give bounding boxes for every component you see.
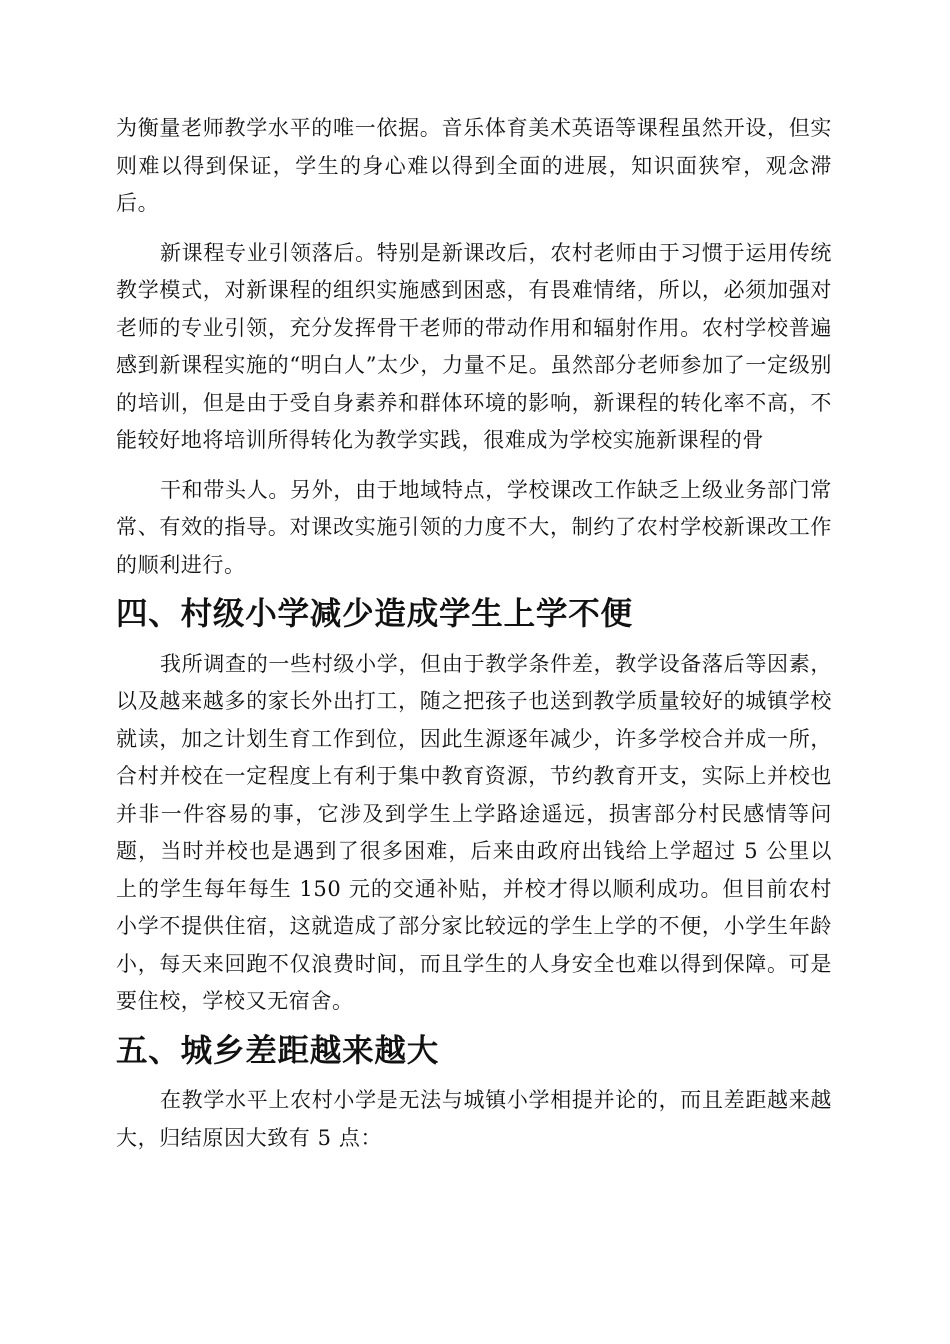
paragraph-curriculum-imbalance: 为衡量老师教学水平的唯一依据。音乐体育美术英语等课程虽然开设，但实则难以得到保证，学生的身心难以得到全面的进展，知识面狭窄，观念滞后。 (116, 116, 832, 215)
paragraph-new-curriculum-guidance: 新课程专业引领落后。特别是新课改后，农村老师由于习惯于运用传统教学模式，对新课程的组织实施感到困惑，有畏难情绪，所以，必须加强对老师的专业引领，充分发挥骨干老师的带动作用和辐射作用。农村学校普遍感到新课程实施的“明白人”太少，力量不足。虽然部分老师参加了一定级别的培训，但是由于受自身素养和群体环境的影响，新课程的转化率不高，不能较好地将培训所得转化为教学实践，很难成为学校实施新课程的骨 (116, 240, 832, 452)
section-heading-four: 四、村级小学减少造成学生上学不便 (116, 596, 633, 632)
paragraph-village-school-reduction: 我所调查的一些村级小学，但由于教学条件差，教学设备落后等因素，以及越来越多的家长外出打工，随之把孩子也送到教学质量较好的城镇学校就读，加之计划生育工作到位，因此生源逐年减少，许多学校合并成一所，合村并校在一定程度上有利于集中教育资源，节约教育开支，实际上并校也并非一件容易的事，它涉及到学生上学路途遥远，损害部分村民感情等问题，当时并校也是遇到了很多困难，后来由政府出钱给上学超过 5 公里以上的学生每年每生 150 元的交通补贴，并校才得以顺利成功。但目前农村小学不提供住宿，这就造成了部分家比较远的学生上学的不便，小学生年龄小，每天来回跑不仅浪费时间，而且学生的人身安全也难以得到保障。可是要住校，学校又无宿舍。 (116, 651, 832, 1013)
section-heading-five: 五、城乡差距越来越大 (116, 1032, 440, 1069)
paragraph-reform-leadership: 干和带头人。另外，由于地域特点，学校课改工作缺乏上级业务部门常常、有效的指导。对课改实施引领的力度不大，制约了农村学校新课改工作的顺利进行。 (116, 477, 832, 577)
document-page (116, 110, 832, 1169)
paragraph-urban-rural-gap: 在教学水平上农村小学是无法与城镇小学相提并论的，而且差距越来越大，归结原因大致有 5 点： (116, 1088, 832, 1150)
